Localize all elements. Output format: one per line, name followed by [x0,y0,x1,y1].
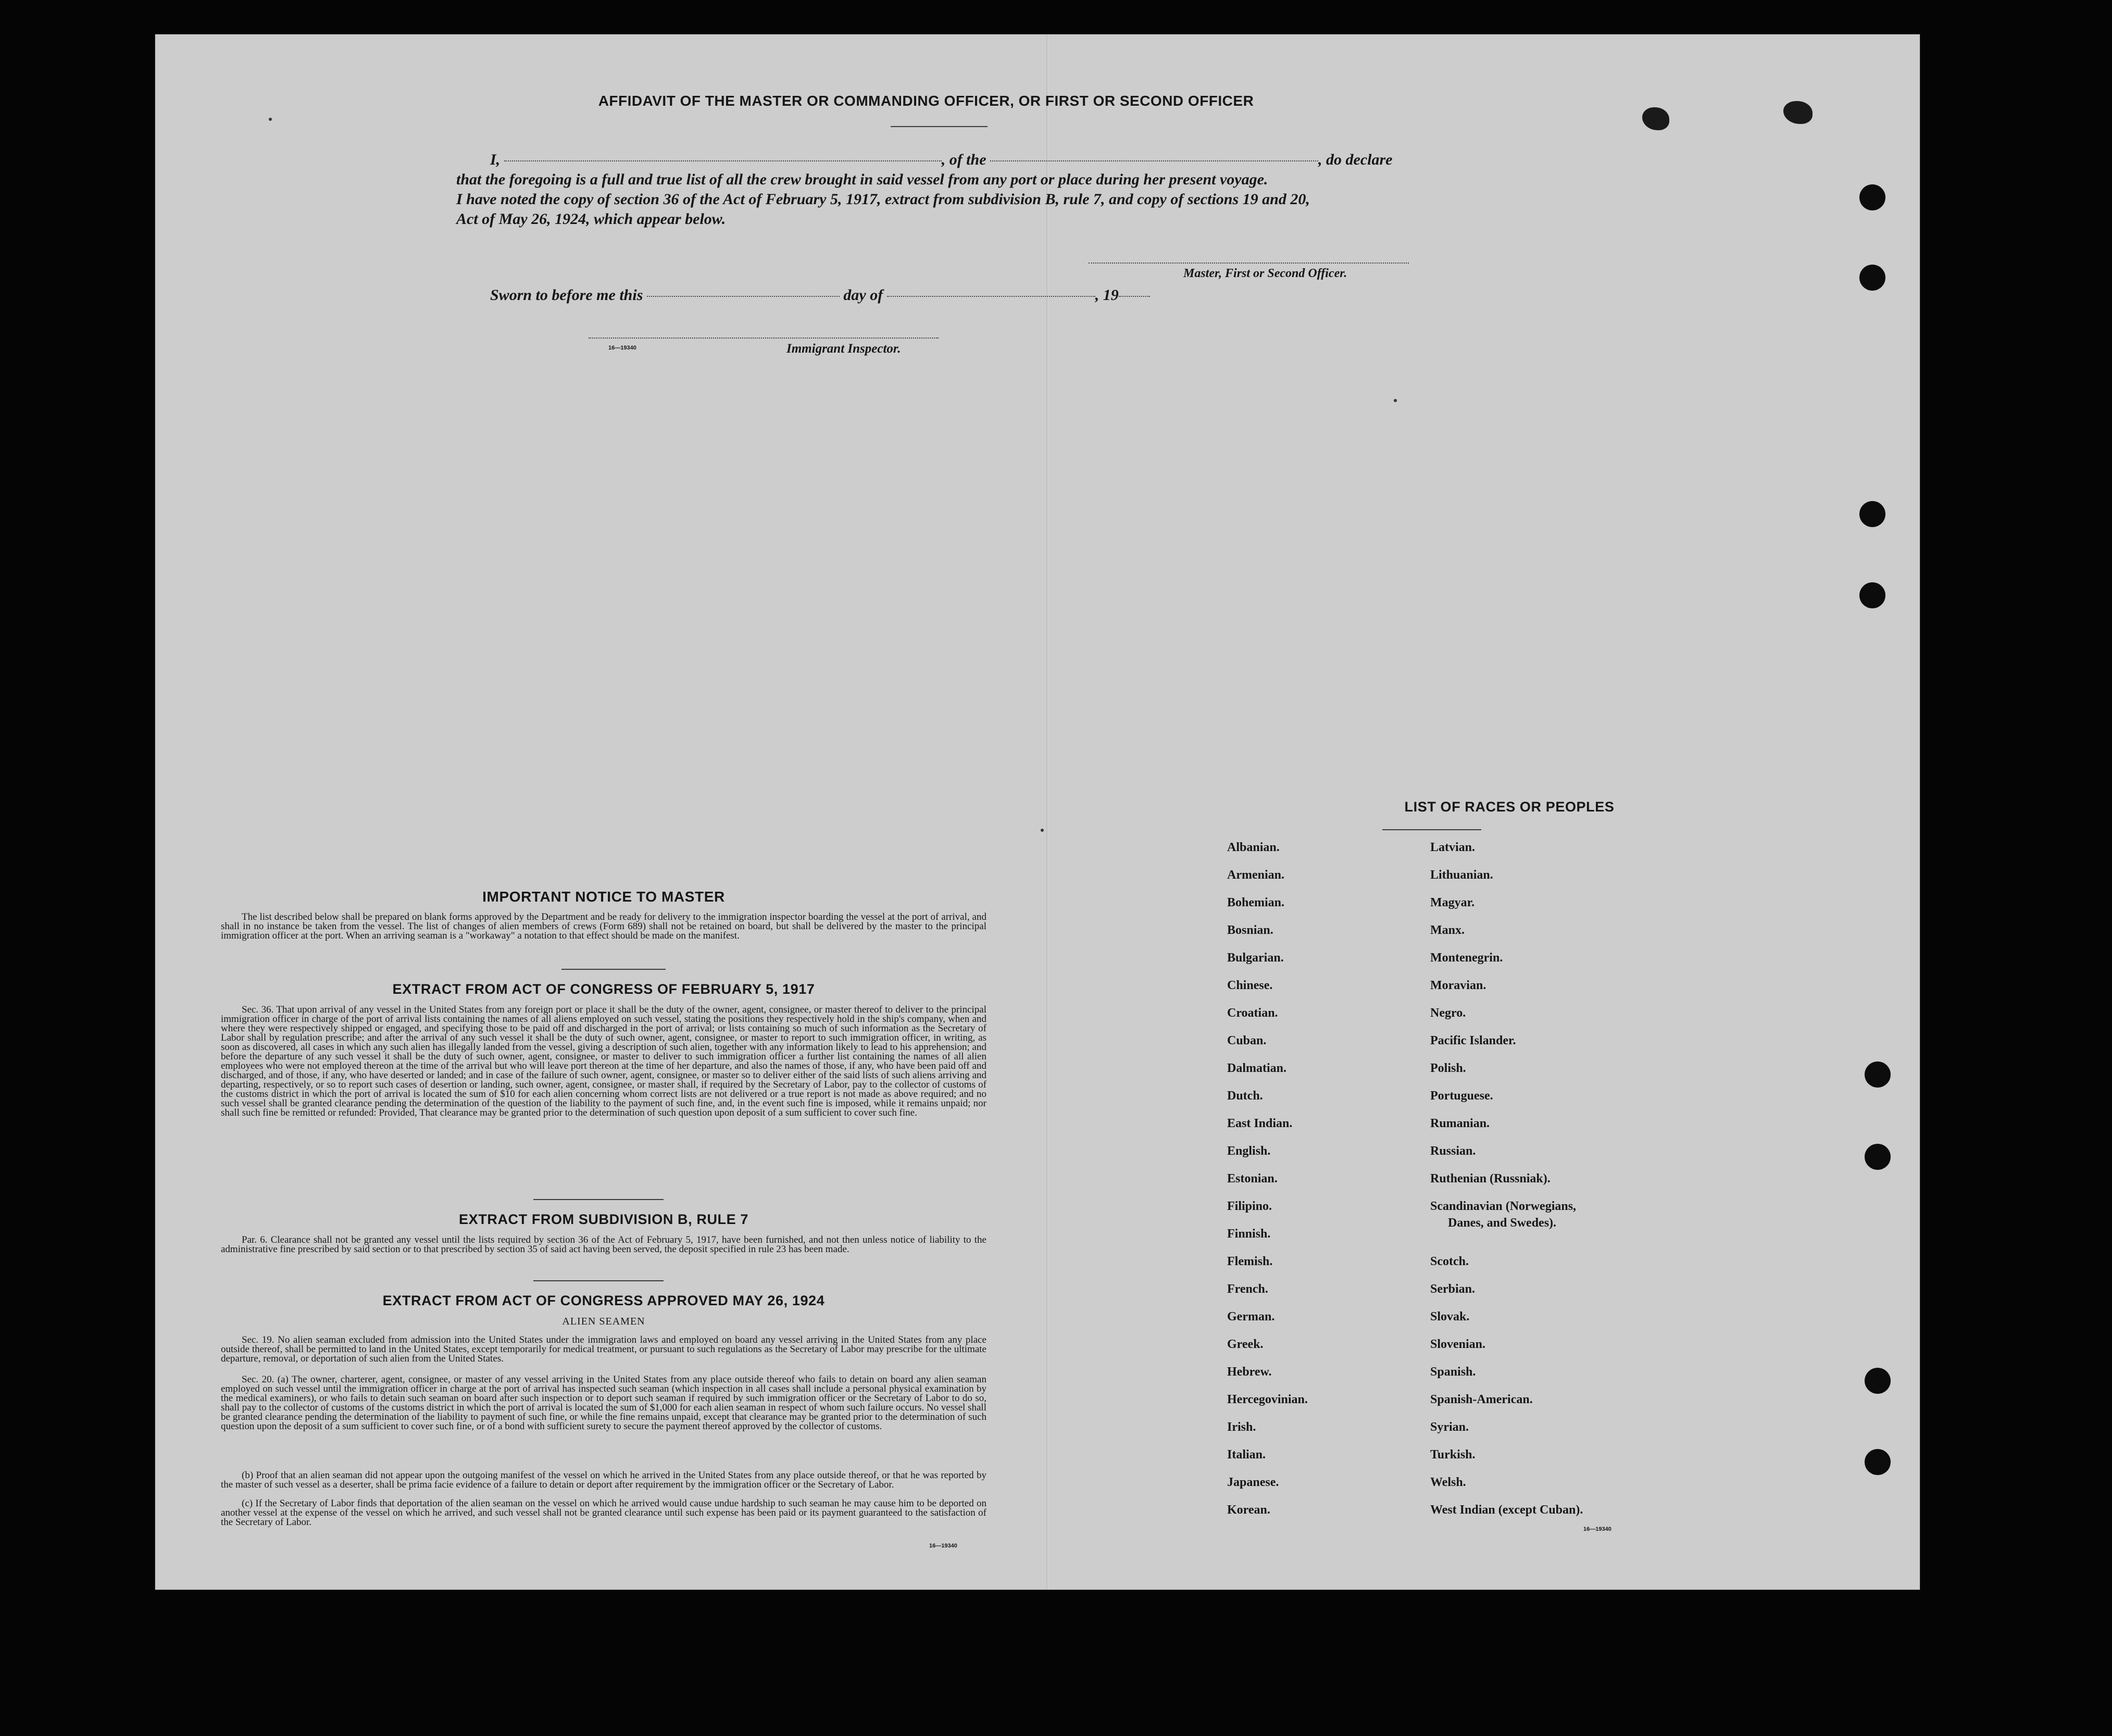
race-item: Hercegovinian. [1227,1393,1308,1406]
race-item: Cuban. [1227,1034,1267,1047]
race-item: Scandinavian (Norwegians, [1430,1200,1577,1213]
punch-hole [1859,582,1885,608]
punch-hole [1865,1061,1891,1088]
speck [1041,829,1044,832]
affidavit-line-3: I have noted the copy of section 36 of the Act of February 5, 1917, extract from subdivision B, rule 7, and copy of sections 19 and 20, [456,191,1310,208]
race-item: Japanese. [1227,1476,1279,1489]
race-item: Bosnian. [1227,923,1273,937]
sworn-day-blank[interactable] [647,296,840,297]
race-item: Negro. [1430,1006,1466,1020]
race-item: Bohemian. [1227,896,1285,909]
alien-seamen-subtitle: ALIEN SEAMEN [562,1316,645,1327]
do-declare-label: , do declare [1318,151,1393,168]
race-item: Slovak. [1430,1310,1470,1323]
race-item: Magyar. [1430,896,1475,909]
race-item: Serbian. [1430,1282,1476,1296]
name-blank[interactable] [504,160,942,161]
races-title: LIST OF RACES OR PEOPLES [1404,799,1615,815]
affidavit-title: AFFIDAVIT OF THE MASTER OR COMMANDING OFFICER, OR FIRST OR SECOND OFFICER [598,93,1254,109]
race-item: Scotch. [1430,1255,1469,1268]
speck [1394,399,1397,402]
form-number-right: 16—19340 [1583,1526,1611,1532]
race-item: Greek. [1227,1338,1264,1351]
extract-1924-sec19: Sec. 19. No alien seaman excluded from admission into the United States under the immigration laws and employed on board any vessel arriving in the United States from any place outside thereof, shall be permitted to land in the United States, except temporarily for medical treatment, or pursuant to such regulations as the Secretary of Labor may prescribe for the ultimate departure, removal, or deportation of such alien from the United States. [221,1334,986,1364]
punch-hole [1865,1144,1891,1170]
extract-1924-sec20c: (c) If the Secretary of Labor finds that deportation of the alien seaman on the vessel on which he arrived would cause undue hardship to such seaman he may cause him to be deported on another vessel at the expense of the vessel on which he arrived, and such vessel shall not be granted clearance until such expense has been paid or its payment guaranteed to the satisfaction of the Secretary of Labor. [221,1498,986,1528]
extract-1924-sec20a: Sec. 20. (a) The owner, charterer, agent, consignee, or master of any vessel arriving in the United States from any place outside thereof who fails to detain on board any alien seaman employed on such vessel until the immigration officer in charge at the port of arrival has inspected such seaman (which inspection in all cases shall include a personal physical examination by the medical examiners), or who fails to detain such seaman on board after such inspection or to deport such seaman if required by such immigration officer or the Secretary of Labor to do so, shall pay to the collector of customs of the customs district in which the port of arrival is located the sum of $1,000 for each alien seaman in respect of whom such failure occurs. No vessel shall be granted clearance pending the determination of the liability to payment of such fine, or while the fine remains unpaid, except that clearance may be granted prior to the determination of such question upon the deposit of a sum sufficient to cover such fine, or of a bond with sufficient surety to secure the payment thereof approved by the collector of customs. [221,1374,986,1432]
race-item: Bulgarian. [1227,951,1284,965]
race-item: Manx. [1430,923,1465,937]
inspector-signature-blank[interactable] [589,338,939,339]
race-item: Russian. [1430,1144,1476,1158]
race-item: Korean. [1227,1503,1270,1517]
race-item: Moravian. [1430,979,1486,992]
day-of-label: day of [843,286,883,304]
punch-hole [1865,1449,1891,1475]
race-item: Ruthenian (Russniak). [1430,1172,1551,1185]
race-item: Chinese. [1227,979,1273,992]
extract-1917-title: EXTRACT FROM ACT OF CONGRESS OF FEBRUARY 5, 1917 [392,981,815,997]
race-item: English. [1227,1144,1271,1158]
title-rule [891,126,988,127]
of-the-label: , of the [941,151,986,168]
notice-title: IMPORTANT NOTICE TO MASTER [482,889,725,905]
extract-1924-title: EXTRACT FROM ACT OF CONGRESS APPROVED MAY 26, 1924 [382,1293,825,1308]
punch-hole [1859,501,1885,527]
i-label: I, [490,151,501,168]
extract-1924-sec20b: (b) Proof that an alien seaman did not appear upon the outgoing manifest of the vessel on which he arrived in the United States from any place outside thereof, or that he was reported by the master of such vessel as a deserter, shall be prima facie evidence of a failure to detain or deport after requirement by the immigration officer or the Secretary of Labor. [221,1470,986,1490]
race-item: Rumanian. [1430,1117,1490,1130]
master-signature-blank[interactable] [1089,263,1409,264]
punch-hole [1859,184,1885,210]
form-sheet [155,34,1920,1590]
race-item: Filipino. [1227,1200,1272,1213]
race-item: Slovenian. [1430,1338,1486,1351]
subdivision-b-body: Par. 6. Clearance shall not be granted any vessel until the lists required by section 36 of the Act of February 5, 1917, have been furnished, and not then unless notice of liability to the administrative fine prescribed by said section or to that prescribed by section 35 of said act having been served, the deposit specified in rule 23 has been made. [221,1234,986,1255]
race-item: West Indian (except Cuban). [1430,1503,1583,1517]
divider [561,969,666,970]
race-item: Latvian. [1430,841,1476,854]
divider [533,1199,664,1200]
ink-blot [1642,107,1669,130]
race-item: Spanish-American. [1430,1393,1533,1406]
race-item: Spanish. [1430,1365,1476,1379]
race-item: Estonian. [1227,1172,1278,1185]
ink-blot [1783,101,1813,124]
inspector-caption: Immigrant Inspector. [786,342,901,356]
notice-body: The list described below shall be prepared on blank forms approved by the Department and be ready for delivery to the immigration inspector boarding the vessel at the port of arrival, and shall in no instance be taken from the vessel. The list of changes of alien members of crews (Form 689) shall not be retained on board, but shall be delivered by the master to the principal immigration officer at the port. When an arriving seaman is a "workaway" a notation to that effect should be made on the manifest. [221,911,986,941]
race-item: Italian. [1227,1448,1266,1462]
race-item: Albanian. [1227,841,1280,854]
race-item: Lithuanian. [1430,868,1493,882]
race-item: Montenegrin. [1430,951,1503,965]
race-item: East Indian. [1227,1117,1293,1130]
race-item: Croatian. [1227,1006,1278,1020]
affidavit-line-1 [490,150,1584,170]
subdivision-b-title: EXTRACT FROM SUBDIVISION B, RULE 7 [459,1212,748,1227]
race-item: Armenian. [1227,868,1284,882]
vessel-blank[interactable] [990,160,1318,161]
races-title-rule [1382,829,1481,830]
sworn-month-blank[interactable] [887,296,1095,297]
race-item: Turkish. [1430,1448,1476,1462]
race-item: Dalmatian. [1227,1061,1286,1075]
race-item-continuation: Danes, and Swedes). [1448,1216,1557,1230]
punch-hole [1865,1368,1891,1394]
affidavit-line-4: Act of May 26, 1924, which appear below. [456,210,726,228]
race-item: Welsh. [1430,1476,1466,1489]
speck [269,118,272,121]
race-item: Pacific Islander. [1430,1034,1516,1047]
race-item: Dutch. [1227,1089,1263,1103]
master-signature-caption: Master, First or Second Officer. [1183,267,1347,280]
sworn-year-blank[interactable] [1119,296,1150,297]
race-item: Irish. [1227,1420,1256,1434]
race-item: Syrian. [1430,1420,1469,1434]
race-item: Portuguese. [1430,1089,1493,1103]
race-item: Polish. [1430,1061,1466,1075]
race-item: Finnish. [1227,1227,1271,1241]
race-item: Hebrew. [1227,1365,1272,1379]
race-item: French. [1227,1282,1268,1296]
year-prefix: , 19 [1095,286,1119,304]
form-number-top: 16—19340 [608,345,636,351]
affidavit-line-2: that the foregoing is a full and true list of all the crew brought in said vessel from any port or place during her present voyage. [456,171,1268,188]
divider [533,1280,664,1281]
race-item: Flemish. [1227,1255,1273,1268]
form-number-left: 16—19340 [929,1543,957,1549]
race-item: German. [1227,1310,1275,1323]
extract-1917-body: Sec. 36. That upon arrival of any vessel in the United States from any foreign port or place it shall be the duty of the owner, agent, consignee, or master thereof to deliver to the principal immigration officer in charge of the port of arrival lists containing the names of all aliens employed on such vessel, stating the positions they respectively hold in the ship's company, when and where they were respectively shipped or engaged, and specifying those to be paid off and discharged in the port of arrival; or lists containing so much of such information as the Secretary of Labor shall by regulation prescribe; and after the arrival of any such vessel it shall be the duty of such owner, agent, consignee, or master to report to such immigration officer, in writing, as soon as discovered, all cases in which any such alien has illegally landed from the vessel, giving a description of such alien, together with any information likely to lead to his apprehension; and before the departure of any such vessel it shall be the duty of such owner, agent, consignee, or master to deliver to such immigration officer a further list containing the names of all alien employees who were not employed thereon at the time of the arrival but who will leave port thereon at the time of her departure, and also the names of those, if any, who have been paid off and discharged, and of those, if any, who have deserted or landed; and in case of the failure of such owner, agent, consignee, or master so to deliver either of the said lists of such aliens arriving and departing, respectively, or so to report such cases of desertion or landing, such owner, agent, consignee, or master shall, if required by the Secretary of Labor, pay to the collector of customs of the customs district in which the port of arrival is located the sum of $10 for each alien concerning whom correct lists are not delivered or a true report is not made as above required; and no such vessel shall be granted clearance pending the determination of the question of the liability to the payment of such fine, and, in the event such fine is imposed, while it remains unpaid; nor shall such fine be remitted or refunded: Provided, That clearance may be granted prior to the determination of such question upon deposit of a sum sufficient to cover such fine. [221,1004,986,1118]
center-fold [1046,34,1048,1590]
punch-hole [1859,265,1885,291]
sworn-line [490,285,1271,305]
sworn-label: Sworn to before me this [490,286,643,304]
